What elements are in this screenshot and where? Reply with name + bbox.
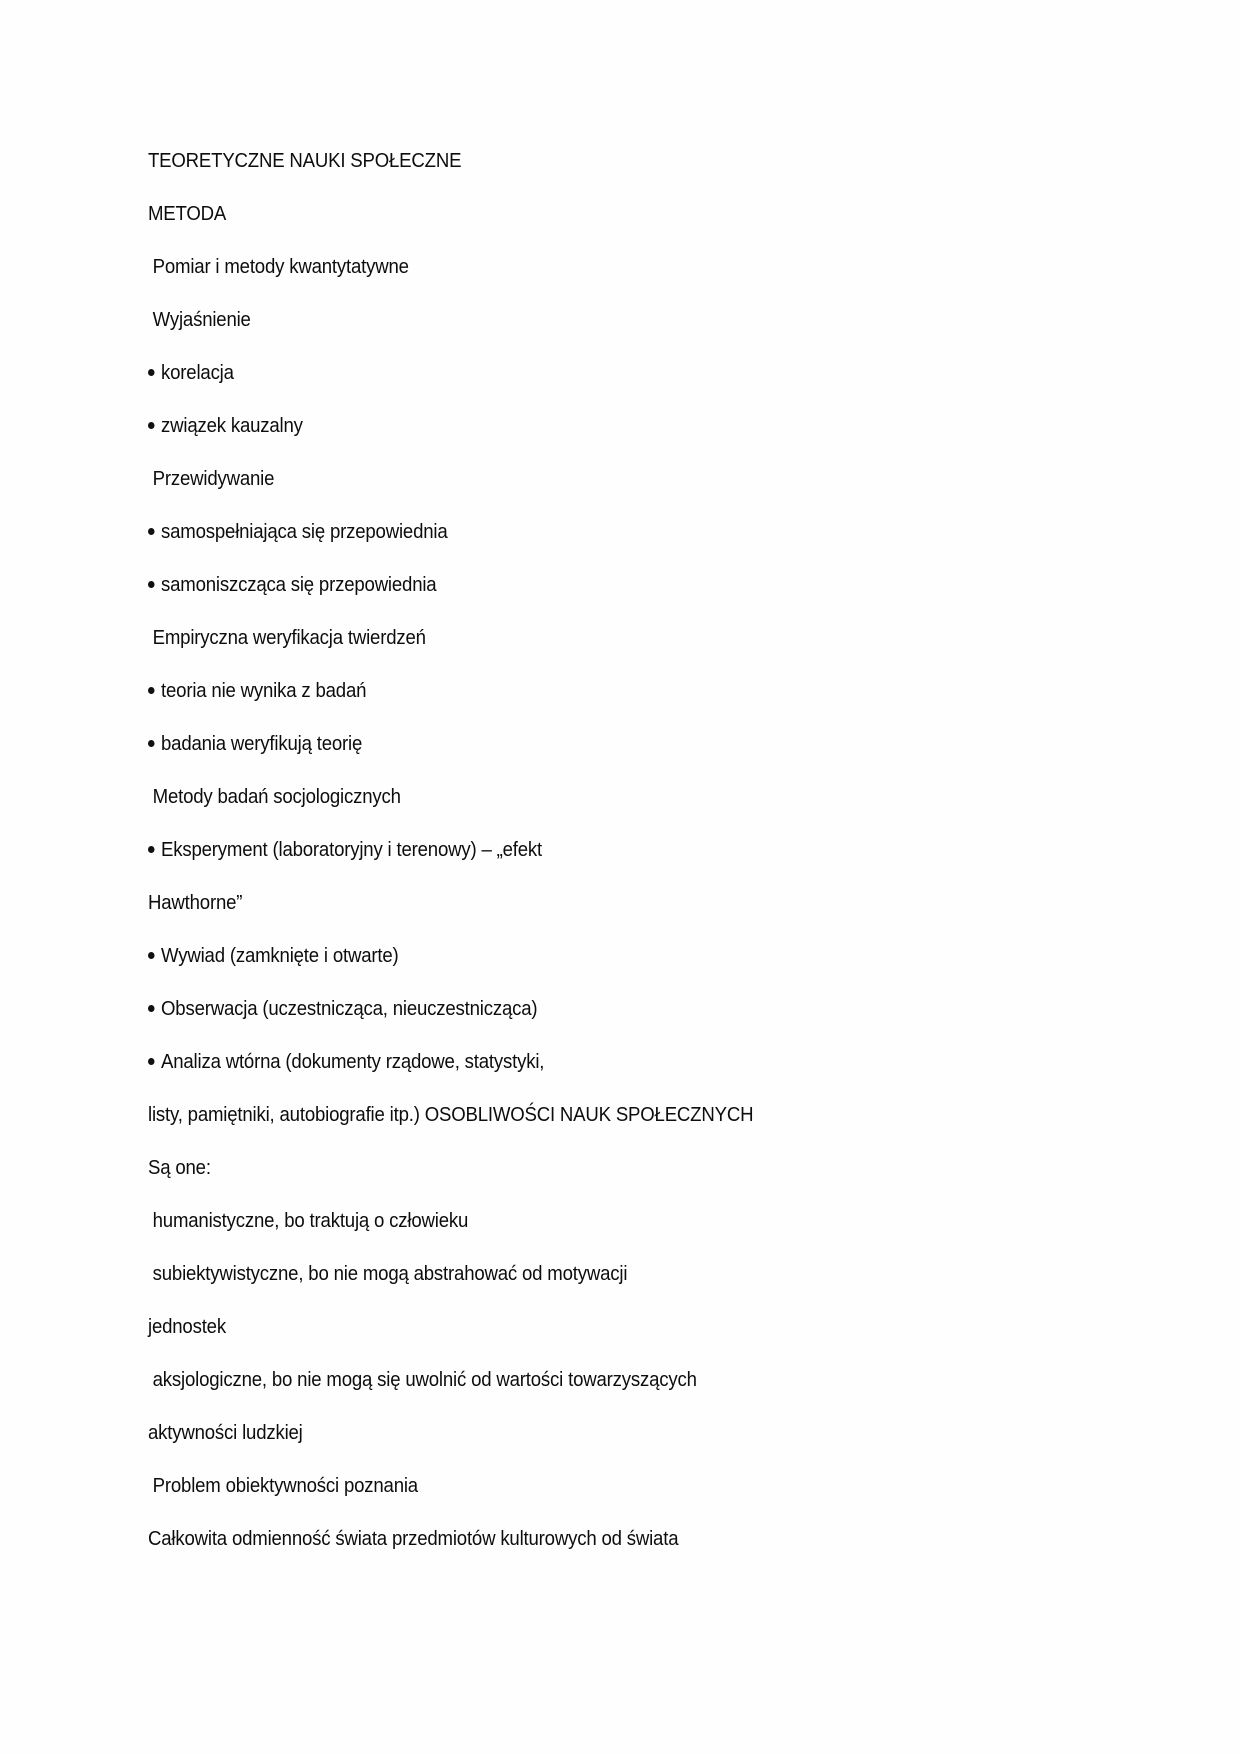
text-line (148, 1524, 1041, 1577)
bullet-icon (148, 581, 155, 588)
bullet-icon (148, 528, 155, 535)
subheading-humanistyczne (148, 1206, 1041, 1259)
text-line (148, 888, 1041, 941)
subheading-empiryczna (148, 623, 1041, 676)
bullet-item (148, 358, 1041, 411)
line-text: Obserwacja (uczestnicząca, nieuczestnicząca) (161, 998, 538, 1020)
subheading-subiektywistyczne (148, 1259, 1041, 1312)
bullet-item (148, 411, 1041, 464)
line-text: METODA (148, 203, 227, 225)
line-text: Są one: (148, 1157, 211, 1179)
document-body (148, 146, 1108, 1577)
subheading-przewidywanie (148, 464, 1041, 517)
bullet-icon (148, 1058, 155, 1065)
bullet-item (148, 570, 1041, 623)
line-text: Przewidywanie (152, 468, 275, 490)
subheading-problem (148, 1471, 1041, 1524)
line-text: teoria nie wynika z badań (161, 680, 367, 702)
subheading-pomiar (148, 252, 1041, 305)
bullet-item (148, 994, 1041, 1047)
bullet-item (148, 941, 1041, 994)
bullet-item (148, 1047, 1041, 1100)
line-text: Wywiad (zamknięte i otwarte) (161, 945, 399, 967)
line-text: korelacja (161, 362, 234, 384)
subheading-wyjasnienie (148, 305, 1041, 358)
line-text: jednostek (148, 1316, 226, 1338)
text-line (148, 1312, 1041, 1365)
line-text: Hawthorne” (148, 892, 243, 914)
bullet-icon (148, 846, 155, 853)
line-text: Całkowita odmienność świata przedmiotów kulturowych od świata (148, 1528, 679, 1550)
bullet-icon (148, 952, 155, 959)
line-text: aksjologiczne, bo nie mogą się uwolnić od wartości towarzyszących (152, 1369, 697, 1391)
line-text: humanistyczne, bo traktują o człowieku (152, 1210, 469, 1232)
line-text: Analiza wtórna (dokumenty rządowe, statystyki, (161, 1051, 545, 1073)
line-text: samospełniająca się przepowiednia (161, 521, 448, 543)
line-text: Wyjaśnienie (152, 309, 251, 331)
bullet-icon (148, 369, 155, 376)
line-text: TEORETYCZNE NAUKI SPOŁECZNE (148, 150, 462, 172)
subheading-metody-badan (148, 782, 1041, 835)
title-heading (148, 146, 1041, 199)
bullet-item (148, 517, 1041, 570)
bullet-item (148, 835, 1041, 888)
text-line (148, 1153, 1041, 1206)
bullet-item (148, 729, 1041, 782)
line-text: aktywności ludzkiej (148, 1422, 303, 1444)
line-text: Metody badań socjologicznych (152, 786, 401, 808)
bullet-icon (148, 687, 155, 694)
bullet-icon (148, 740, 155, 747)
bullet-item (148, 676, 1041, 729)
line-text: Empiryczna weryfikacja twierdzeń (152, 627, 426, 649)
line-text: Eksperyment (laboratoryjny i terenowy) – „efekt (161, 839, 543, 861)
line-text: Problem obiektywności poznania (152, 1475, 418, 1497)
line-text: subiektywistyczne, bo nie mogą abstrahować od motywacji (152, 1263, 628, 1285)
line-text: Pomiar i metody kwantytatywne (152, 256, 409, 278)
line-text: badania weryfikują teorię (161, 733, 363, 755)
bullet-icon (148, 422, 155, 429)
text-line (148, 1100, 1041, 1153)
bullet-icon (148, 1005, 155, 1012)
section-heading-metoda (148, 199, 1041, 252)
text-line (148, 1418, 1041, 1471)
line-text: listy, pamiętniki, autobiografie itp.) OSOBLIWOŚCI NAUK SPOŁECZNYCH (148, 1104, 754, 1126)
line-text: związek kauzalny (161, 415, 303, 437)
subheading-aksjologiczne (148, 1365, 1041, 1418)
line-text: samoniszcząca się przepowiednia (161, 574, 437, 596)
